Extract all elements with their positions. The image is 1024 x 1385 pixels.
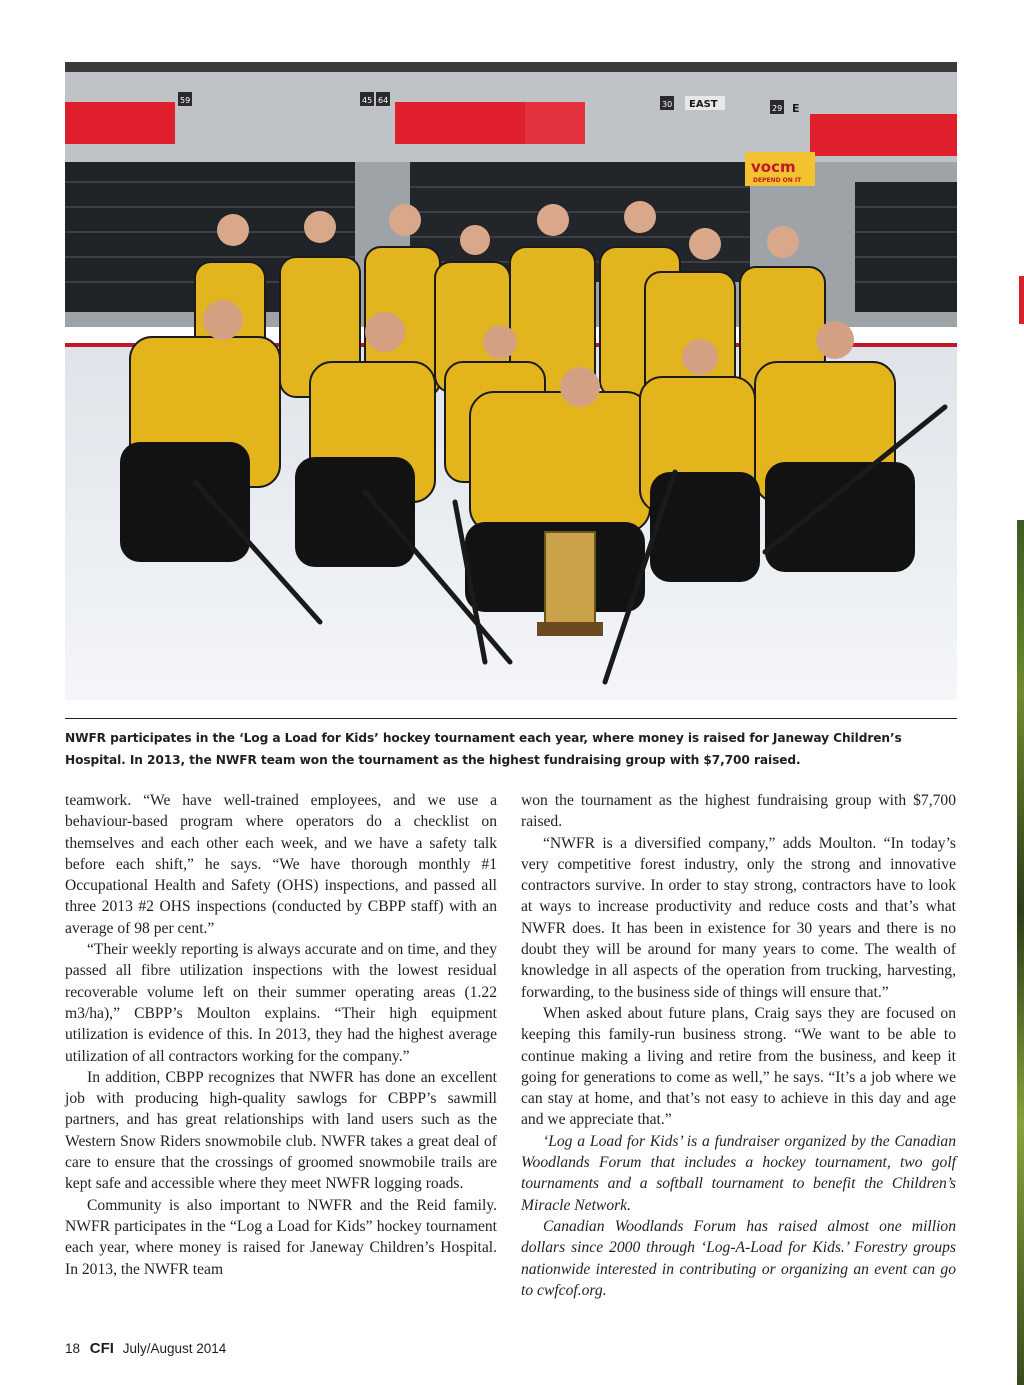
e-sign: E: [792, 102, 800, 115]
italic-note: Canadian Woodlands Forum has raised almost one million dollars since 2000 through ‘Log-A-Load for Kids.’ Forestry groups nationwide interested in contributing or organizing an event can go to cwfcof.org.: [521, 1217, 956, 1299]
paragraph: teamwork. “We have well-trained employees, and we use a behaviour-based program where operators do a checklist on themselves and each other each week, and we have a safety talk before each shift,” he says. “We have thorough monthly #1 Occupational Health and Safety (OHS) inspections, and passed all three 2013 #2 OHS inspections (conducted by CBPP staff) with an average of 98 per cent.”: [65, 792, 497, 937]
article-column-right: [521, 790, 956, 1301]
paragraph: Community is also important to NWFR and the Reid family. NWFR participates in the “Log a Load for Kids” hockey tournament each year, where money is raised for Janeway Children’s Hospital. In 2013, the NWFR team: [65, 1196, 497, 1278]
page-edge-tab: [1019, 276, 1024, 324]
paragraph: In addition, CBPP recognizes that NWFR has done an excellent job with producing high-quality sawlogs for CBPP’s sawmill partners, and has great relationships with land users such as the Western Snow Riders snowmobile club. NWFR takes a great deal of care to ensure that the crossings of groomed snowmobile trails are kept safe and accessible where they meet NWFR logging roads.: [65, 1068, 497, 1193]
page-edge-strip: [1017, 520, 1024, 1385]
article-column-left: [65, 790, 497, 1280]
section-sign-59: 59: [180, 96, 191, 105]
section-sign-45: 45: [362, 96, 373, 105]
east-sign: EAST: [689, 99, 718, 110]
page-number: 18: [65, 1341, 81, 1356]
team-photo: [65, 62, 957, 700]
issue-date: July/August 2014: [122, 1341, 227, 1356]
paragraph: “Their weekly reporting is always accurate and on time, and they passed all fibre utilization inspections with the lowest residual recoverable volume left on their summer operating areas (1.22 m3/ha),” CBPP’s Moulton explains. “Their high equipment utilization is evidence of this. In 2013, they had the highest average utilization of all contractors working for the company.”: [65, 941, 497, 1065]
section-sign-64: 64: [378, 96, 389, 105]
section-sign-29: 29: [772, 104, 783, 113]
banner-tagline: DEPEND ON IT: [753, 177, 802, 184]
paragraph: won the tournament as the highest fundraising group with $7,700 raised.: [521, 792, 956, 831]
italic-note: ‘Log a Load for Kids’ is a fundraiser organized by the Canadian Woodlands Forum that includes a hockey tournament, two golf tournaments and a softball tournament to benefit the Children’s Miracle Network.: [521, 1132, 956, 1214]
paragraph: When asked about future plans, Craig says they are focused on keeping this family-run business strong. “We want to be able to continue making a living and retire from the business, and keep it going for generations to come as well,” he says. “It’s a job where we can stay at home, and that’s not easy to achieve in this day and age and we appreciate that.”: [521, 1004, 956, 1129]
section-sign-30: 30: [662, 100, 673, 109]
photo-caption: NWFR participates in the ‘Log a Load for Kids’ hockey tournament each year, where money is raised for Janeway Children’s Hospital. In 2013, the NWFR team won the tournament as the highest fundraising group with $7,700 raised.: [65, 731, 902, 767]
banner-logo: vocm: [751, 158, 796, 176]
page-footer: [65, 1340, 226, 1357]
magazine-name: CFI: [89, 1340, 114, 1357]
caption-rule: [65, 718, 957, 719]
paragraph: “NWFR is a diversified company,” adds Moulton. “In today’s very competitive forest industry, only the strong and innovative contractors survive. In order to stay strong, contractors have to look at ways to increase productivity and reduce costs and that’s what NWFR does. It has been in existence for 30 years and there is no doubt they will be around for many years to come. The wealth of knowledge in all aspects of the operation from trucking, harvesting, forwarding, to the business side of things will ensure that.”: [521, 834, 956, 1001]
